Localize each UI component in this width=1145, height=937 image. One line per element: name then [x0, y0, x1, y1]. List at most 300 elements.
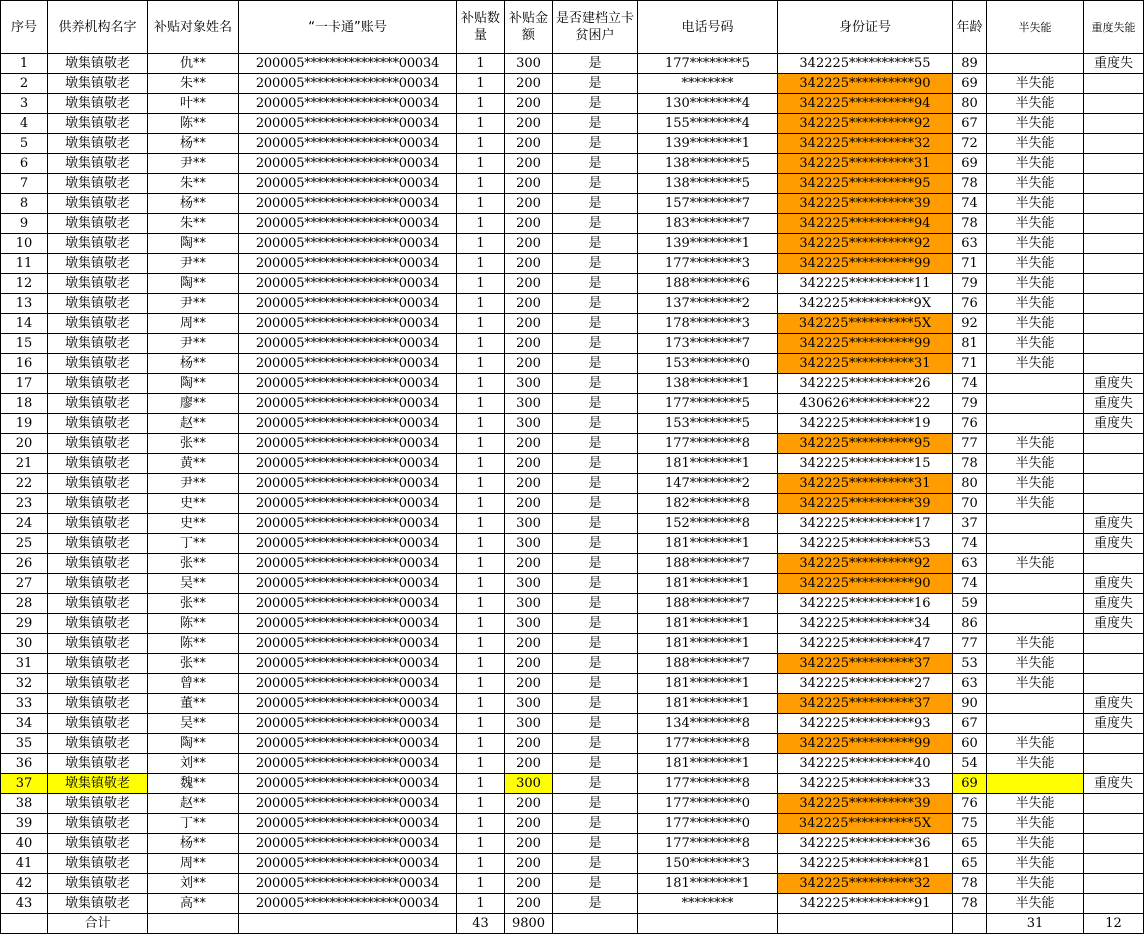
cell-age[interactable]: 77	[953, 634, 987, 654]
cell-poor[interactable]: 是	[553, 834, 638, 854]
cell-org[interactable]: 墩集镇敬老	[48, 394, 148, 414]
cell-account[interactable]: 200005***************00034	[239, 334, 457, 354]
cell-qty[interactable]: 1	[457, 314, 505, 334]
cell-severe[interactable]	[1084, 734, 1144, 754]
cell-seq[interactable]: 29	[1, 614, 48, 634]
cell-org[interactable]: 墩集镇敬老	[48, 134, 148, 154]
cell-account[interactable]: 200005***************00034	[239, 654, 457, 674]
cell-id-number[interactable]: 342225**********27	[778, 674, 953, 694]
cell-id-number[interactable]: 342225**********99	[778, 734, 953, 754]
cell-phone[interactable]: 139********1	[638, 234, 778, 254]
cell-seq[interactable]: 34	[1, 714, 48, 734]
cell-phone[interactable]: 177********5	[638, 54, 778, 74]
cell-poor[interactable]: 是	[553, 154, 638, 174]
cell-severe[interactable]: 重度失	[1084, 774, 1144, 794]
cell-severe[interactable]: 重度失	[1084, 694, 1144, 714]
cell-account[interactable]: 200005***************00034	[239, 554, 457, 574]
cell-seq[interactable]: 35	[1, 734, 48, 754]
cell-age[interactable]: 74	[953, 194, 987, 214]
cell-qty[interactable]: 1	[457, 354, 505, 374]
header-org[interactable]: 供养机构名字	[48, 1, 148, 54]
cell-semi[interactable]: 半失能	[987, 654, 1084, 674]
cell-poor[interactable]: 是	[553, 454, 638, 474]
cell-name[interactable]: 史**	[148, 514, 239, 534]
cell-qty[interactable]: 1	[457, 634, 505, 654]
cell-qty[interactable]: 1	[457, 734, 505, 754]
cell-phone[interactable]: 138********1	[638, 374, 778, 394]
cell-id-number[interactable]: 342225**********37	[778, 694, 953, 714]
cell-phone[interactable]: 134********8	[638, 714, 778, 734]
cell-qty[interactable]: 1	[457, 434, 505, 454]
cell-poor[interactable]: 是	[553, 214, 638, 234]
cell-account[interactable]: 200005***************00034	[239, 374, 457, 394]
cell-poor[interactable]: 是	[553, 474, 638, 494]
cell-poor[interactable]: 是	[553, 774, 638, 794]
cell-seq[interactable]: 6	[1, 154, 48, 174]
cell-amount[interactable]: 300	[505, 614, 553, 634]
cell-poor[interactable]: 是	[553, 734, 638, 754]
cell-poor[interactable]: 是	[553, 514, 638, 534]
cell-amount[interactable]: 200	[505, 634, 553, 654]
cell-semi[interactable]: 半失能	[987, 554, 1084, 574]
cell-phone[interactable]: 177********3	[638, 254, 778, 274]
cell-account[interactable]: 200005***************00034	[239, 434, 457, 454]
cell-account[interactable]: 200005***************00034	[239, 794, 457, 814]
cell-age[interactable]: 74	[953, 374, 987, 394]
cell-semi[interactable]	[987, 514, 1084, 534]
cell-id-number[interactable]: 342225**********81	[778, 854, 953, 874]
cell-amount[interactable]: 200	[505, 74, 553, 94]
cell-account[interactable]: 200005***************00034	[239, 154, 457, 174]
cell-severe[interactable]	[1084, 874, 1144, 894]
cell-phone[interactable]: 139********1	[638, 134, 778, 154]
cell-account[interactable]: 200005***************00034	[239, 214, 457, 234]
cell-seq[interactable]: 25	[1, 534, 48, 554]
cell-name[interactable]: 刘**	[148, 874, 239, 894]
cell-severe[interactable]: 重度失	[1084, 374, 1144, 394]
cell-org[interactable]: 墩集镇敬老	[48, 274, 148, 294]
cell-seq[interactable]: 24	[1, 514, 48, 534]
cell-account[interactable]: 200005***************00034	[239, 834, 457, 854]
cell-severe[interactable]: 重度失	[1084, 714, 1144, 734]
cell-id-number[interactable]: 342225**********31	[778, 154, 953, 174]
cell-org[interactable]: 墩集镇敬老	[48, 834, 148, 854]
cell-poor[interactable]: 是	[553, 854, 638, 874]
cell-org[interactable]: 墩集镇敬老	[48, 214, 148, 234]
cell-severe[interactable]	[1084, 494, 1144, 514]
cell-poor[interactable]: 是	[553, 134, 638, 154]
cell-age[interactable]: 63	[953, 234, 987, 254]
cell-org[interactable]: 墩集镇敬老	[48, 534, 148, 554]
cell-id-number[interactable]: 342225**********32	[778, 874, 953, 894]
cell-age[interactable]: 71	[953, 254, 987, 274]
cell-semi[interactable]	[987, 694, 1084, 714]
cell-org[interactable]: 墩集镇敬老	[48, 874, 148, 894]
cell-seq[interactable]: 15	[1, 334, 48, 354]
cell-amount[interactable]: 200	[505, 334, 553, 354]
cell-account[interactable]: 200005***************00034	[239, 894, 457, 914]
cell-severe[interactable]	[1084, 814, 1144, 834]
cell-phone[interactable]: 152********8	[638, 514, 778, 534]
cell-age[interactable]: 60	[953, 734, 987, 754]
cell-name[interactable]: 张**	[148, 554, 239, 574]
cell-age[interactable]: 78	[953, 454, 987, 474]
total-empty-phone[interactable]	[638, 914, 778, 934]
cell-account[interactable]: 200005***************00034	[239, 574, 457, 594]
cell-age[interactable]: 77	[953, 434, 987, 454]
cell-account[interactable]: 200005***************00034	[239, 254, 457, 274]
cell-seq[interactable]: 36	[1, 754, 48, 774]
cell-seq[interactable]: 20	[1, 434, 48, 454]
cell-org[interactable]: 墩集镇敬老	[48, 254, 148, 274]
cell-amount[interactable]: 200	[505, 834, 553, 854]
cell-org[interactable]: 墩集镇敬老	[48, 674, 148, 694]
cell-semi[interactable]: 半失能	[987, 234, 1084, 254]
cell-qty[interactable]: 1	[457, 814, 505, 834]
cell-qty[interactable]: 1	[457, 854, 505, 874]
cell-semi[interactable]: 半失能	[987, 494, 1084, 514]
cell-amount[interactable]: 300	[505, 54, 553, 74]
cell-age[interactable]: 78	[953, 214, 987, 234]
cell-poor[interactable]: 是	[553, 234, 638, 254]
cell-phone[interactable]: 177********8	[638, 834, 778, 854]
cell-semi[interactable]: 半失能	[987, 674, 1084, 694]
cell-account[interactable]: 200005***************00034	[239, 754, 457, 774]
cell-phone[interactable]: 177********0	[638, 814, 778, 834]
cell-qty[interactable]: 1	[457, 654, 505, 674]
cell-age[interactable]: 79	[953, 394, 987, 414]
cell-phone[interactable]: 181********1	[638, 614, 778, 634]
cell-semi[interactable]	[987, 534, 1084, 554]
header-account[interactable]: “一卡通”账号	[239, 1, 457, 54]
cell-amount[interactable]: 200	[505, 254, 553, 274]
cell-org[interactable]: 墩集镇敬老	[48, 474, 148, 494]
cell-amount[interactable]: 200	[505, 134, 553, 154]
cell-name[interactable]: 吴**	[148, 574, 239, 594]
cell-semi[interactable]: 半失能	[987, 114, 1084, 134]
cell-seq[interactable]: 42	[1, 874, 48, 894]
cell-phone[interactable]: ********	[638, 74, 778, 94]
cell-severe[interactable]	[1084, 474, 1144, 494]
cell-seq[interactable]: 7	[1, 174, 48, 194]
cell-amount[interactable]: 300	[505, 594, 553, 614]
header-seq[interactable]: 序号	[1, 1, 48, 54]
cell-id-number[interactable]: 342225**********5X	[778, 314, 953, 334]
cell-name[interactable]: 刘**	[148, 754, 239, 774]
cell-phone[interactable]: 177********5	[638, 394, 778, 414]
header-qty[interactable]: 补贴数量	[457, 1, 505, 54]
cell-seq[interactable]: 43	[1, 894, 48, 914]
cell-qty[interactable]: 1	[457, 494, 505, 514]
cell-age[interactable]: 69	[953, 154, 987, 174]
cell-semi[interactable]	[987, 414, 1084, 434]
cell-semi[interactable]	[987, 774, 1084, 794]
cell-org[interactable]: 墩集镇敬老	[48, 774, 148, 794]
cell-seq[interactable]: 30	[1, 634, 48, 654]
cell-semi[interactable]: 半失能	[987, 134, 1084, 154]
cell-age[interactable]: 75	[953, 814, 987, 834]
cell-amount[interactable]: 200	[505, 794, 553, 814]
cell-seq[interactable]: 18	[1, 394, 48, 414]
cell-name[interactable]: 丁**	[148, 814, 239, 834]
cell-age[interactable]: 86	[953, 614, 987, 634]
cell-poor[interactable]: 是	[553, 814, 638, 834]
header-name[interactable]: 补贴对象姓名	[148, 1, 239, 54]
header-phone[interactable]: 电话号码	[638, 1, 778, 54]
cell-account[interactable]: 200005***************00034	[239, 274, 457, 294]
cell-poor[interactable]: 是	[553, 634, 638, 654]
cell-id-number[interactable]: 342225**********95	[778, 434, 953, 454]
cell-qty[interactable]: 1	[457, 574, 505, 594]
cell-amount[interactable]: 300	[505, 774, 553, 794]
cell-semi[interactable]: 半失能	[987, 74, 1084, 94]
cell-age[interactable]: 69	[953, 774, 987, 794]
cell-poor[interactable]: 是	[553, 574, 638, 594]
total-empty-name[interactable]	[148, 914, 239, 934]
cell-amount[interactable]: 200	[505, 474, 553, 494]
cell-name[interactable]: 尹**	[148, 154, 239, 174]
cell-age[interactable]: 65	[953, 854, 987, 874]
cell-name[interactable]: 陶**	[148, 234, 239, 254]
cell-seq[interactable]: 3	[1, 94, 48, 114]
cell-semi[interactable]	[987, 574, 1084, 594]
cell-account[interactable]: 200005***************00034	[239, 134, 457, 154]
cell-severe[interactable]	[1084, 74, 1144, 94]
cell-severe[interactable]	[1084, 674, 1144, 694]
cell-id-number[interactable]: 342225**********39	[778, 494, 953, 514]
cell-severe[interactable]: 重度失	[1084, 54, 1144, 74]
cell-id-number[interactable]: 342225**********95	[778, 174, 953, 194]
cell-amount[interactable]: 300	[505, 414, 553, 434]
cell-id-number[interactable]: 342225**********94	[778, 214, 953, 234]
cell-semi[interactable]: 半失能	[987, 634, 1084, 654]
cell-org[interactable]: 墩集镇敬老	[48, 734, 148, 754]
cell-phone[interactable]: 177********8	[638, 734, 778, 754]
cell-age[interactable]: 53	[953, 654, 987, 674]
cell-severe[interactable]	[1084, 294, 1144, 314]
cell-amount[interactable]: 200	[505, 654, 553, 674]
cell-phone[interactable]: 150********3	[638, 854, 778, 874]
cell-name[interactable]: 杨**	[148, 354, 239, 374]
cell-severe[interactable]	[1084, 854, 1144, 874]
cell-severe[interactable]: 重度失	[1084, 594, 1144, 614]
cell-phone[interactable]: 188********7	[638, 554, 778, 574]
cell-poor[interactable]: 是	[553, 694, 638, 714]
cell-phone[interactable]: 177********8	[638, 434, 778, 454]
cell-account[interactable]: 200005***************00034	[239, 514, 457, 534]
cell-id-number[interactable]: 342225**********34	[778, 614, 953, 634]
cell-account[interactable]: 200005***************00034	[239, 534, 457, 554]
cell-poor[interactable]: 是	[553, 374, 638, 394]
cell-id-number[interactable]: 342225**********47	[778, 634, 953, 654]
cell-qty[interactable]: 1	[457, 754, 505, 774]
cell-qty[interactable]: 1	[457, 614, 505, 634]
cell-id-number[interactable]: 342225**********33	[778, 774, 953, 794]
cell-name[interactable]: 高**	[148, 894, 239, 914]
cell-account[interactable]: 200005***************00034	[239, 174, 457, 194]
cell-phone[interactable]: 153********5	[638, 414, 778, 434]
cell-amount[interactable]: 200	[505, 194, 553, 214]
cell-org[interactable]: 墩集镇敬老	[48, 454, 148, 474]
cell-name[interactable]: 赵**	[148, 794, 239, 814]
cell-age[interactable]: 90	[953, 694, 987, 714]
cell-qty[interactable]: 1	[457, 874, 505, 894]
cell-severe[interactable]	[1084, 554, 1144, 574]
cell-seq[interactable]: 5	[1, 134, 48, 154]
cell-qty[interactable]: 1	[457, 554, 505, 574]
header-age[interactable]: 年龄	[953, 1, 987, 54]
cell-age[interactable]: 76	[953, 794, 987, 814]
cell-amount[interactable]: 200	[505, 454, 553, 474]
cell-poor[interactable]: 是	[553, 754, 638, 774]
cell-qty[interactable]: 1	[457, 394, 505, 414]
cell-name[interactable]: 尹**	[148, 294, 239, 314]
header-id-number[interactable]: 身份证号	[778, 1, 953, 54]
cell-severe[interactable]	[1084, 274, 1144, 294]
cell-age[interactable]: 74	[953, 534, 987, 554]
cell-poor[interactable]: 是	[553, 594, 638, 614]
cell-severe[interactable]	[1084, 114, 1144, 134]
cell-account[interactable]: 200005***************00034	[239, 54, 457, 74]
cell-id-number[interactable]: 342225**********37	[778, 654, 953, 674]
cell-severe[interactable]: 重度失	[1084, 534, 1144, 554]
cell-name[interactable]: 陶**	[148, 274, 239, 294]
total-severe-count[interactable]: 12	[1084, 914, 1144, 934]
cell-poor[interactable]: 是	[553, 314, 638, 334]
cell-org[interactable]: 墩集镇敬老	[48, 414, 148, 434]
cell-phone[interactable]: 155********4	[638, 114, 778, 134]
cell-phone[interactable]: 181********1	[638, 534, 778, 554]
header-poor[interactable]: 是否建档立卡贫困户	[553, 1, 638, 54]
cell-name[interactable]: 张**	[148, 654, 239, 674]
cell-id-number[interactable]: 342225**********31	[778, 474, 953, 494]
cell-name[interactable]: 朱**	[148, 74, 239, 94]
cell-semi[interactable]: 半失能	[987, 454, 1084, 474]
cell-qty[interactable]: 1	[457, 94, 505, 114]
cell-qty[interactable]: 1	[457, 234, 505, 254]
cell-semi[interactable]	[987, 594, 1084, 614]
cell-id-number[interactable]: 342225**********16	[778, 594, 953, 614]
cell-name[interactable]: 周**	[148, 854, 239, 874]
cell-poor[interactable]: 是	[553, 294, 638, 314]
header-severe[interactable]: 重度失能	[1084, 1, 1144, 54]
cell-age[interactable]: 79	[953, 274, 987, 294]
cell-severe[interactable]: 重度失	[1084, 414, 1144, 434]
cell-org[interactable]: 墩集镇敬老	[48, 234, 148, 254]
cell-semi[interactable]: 半失能	[987, 94, 1084, 114]
cell-amount[interactable]: 200	[505, 874, 553, 894]
total-empty-age[interactable]	[953, 914, 987, 934]
cell-id-number[interactable]: 342225**********53	[778, 534, 953, 554]
cell-seq[interactable]: 17	[1, 374, 48, 394]
cell-age[interactable]: 37	[953, 514, 987, 534]
cell-org[interactable]: 墩集镇敬老	[48, 814, 148, 834]
cell-seq[interactable]: 19	[1, 414, 48, 434]
cell-name[interactable]: 朱**	[148, 174, 239, 194]
header-semi[interactable]: 半失能	[987, 1, 1084, 54]
cell-name[interactable]: 杨**	[148, 134, 239, 154]
cell-qty[interactable]: 1	[457, 214, 505, 234]
cell-seq[interactable]: 22	[1, 474, 48, 494]
cell-semi[interactable]: 半失能	[987, 754, 1084, 774]
cell-seq[interactable]: 12	[1, 274, 48, 294]
cell-account[interactable]: 200005***************00034	[239, 734, 457, 754]
total-empty-id[interactable]	[778, 914, 953, 934]
cell-poor[interactable]: 是	[553, 654, 638, 674]
cell-semi[interactable]: 半失能	[987, 474, 1084, 494]
cell-org[interactable]: 墩集镇敬老	[48, 494, 148, 514]
cell-seq[interactable]: 13	[1, 294, 48, 314]
cell-id-number[interactable]: 342225**********92	[778, 234, 953, 254]
cell-poor[interactable]: 是	[553, 334, 638, 354]
cell-age[interactable]: 65	[953, 834, 987, 854]
cell-age[interactable]: 74	[953, 574, 987, 594]
cell-seq[interactable]: 31	[1, 654, 48, 674]
cell-name[interactable]: 陶**	[148, 734, 239, 754]
cell-semi[interactable]: 半失能	[987, 354, 1084, 374]
cell-amount[interactable]: 300	[505, 394, 553, 414]
cell-name[interactable]: 尹**	[148, 254, 239, 274]
cell-name[interactable]: 黄**	[148, 454, 239, 474]
cell-severe[interactable]: 重度失	[1084, 394, 1144, 414]
cell-poor[interactable]: 是	[553, 414, 638, 434]
cell-semi[interactable]	[987, 394, 1084, 414]
cell-phone[interactable]: 183********7	[638, 214, 778, 234]
cell-org[interactable]: 墩集镇敬老	[48, 54, 148, 74]
cell-poor[interactable]: 是	[553, 874, 638, 894]
total-qty[interactable]: 43	[457, 914, 505, 934]
cell-org[interactable]: 墩集镇敬老	[48, 794, 148, 814]
cell-account[interactable]: 200005***************00034	[239, 634, 457, 654]
cell-amount[interactable]: 200	[505, 494, 553, 514]
cell-seq[interactable]: 41	[1, 854, 48, 874]
cell-age[interactable]: 63	[953, 674, 987, 694]
cell-semi[interactable]	[987, 54, 1084, 74]
total-empty-seq[interactable]	[1, 914, 48, 934]
cell-amount[interactable]: 200	[505, 354, 553, 374]
cell-poor[interactable]: 是	[553, 94, 638, 114]
cell-amount[interactable]: 300	[505, 534, 553, 554]
cell-phone[interactable]: 181********1	[638, 454, 778, 474]
cell-qty[interactable]: 1	[457, 794, 505, 814]
cell-org[interactable]: 墩集镇敬老	[48, 174, 148, 194]
cell-qty[interactable]: 1	[457, 74, 505, 94]
cell-name[interactable]: 赵**	[148, 414, 239, 434]
cell-account[interactable]: 200005***************00034	[239, 354, 457, 374]
cell-id-number[interactable]: 342225**********36	[778, 834, 953, 854]
cell-seq[interactable]: 4	[1, 114, 48, 134]
cell-age[interactable]: 54	[953, 754, 987, 774]
cell-severe[interactable]	[1084, 94, 1144, 114]
cell-amount[interactable]: 200	[505, 154, 553, 174]
cell-severe[interactable]	[1084, 154, 1144, 174]
cell-qty[interactable]: 1	[457, 114, 505, 134]
cell-name[interactable]: 朱**	[148, 214, 239, 234]
cell-severe[interactable]: 重度失	[1084, 574, 1144, 594]
cell-severe[interactable]: 重度失	[1084, 514, 1144, 534]
cell-seq[interactable]: 10	[1, 234, 48, 254]
cell-age[interactable]: 78	[953, 894, 987, 914]
cell-amount[interactable]: 200	[505, 294, 553, 314]
cell-semi[interactable]: 半失能	[987, 174, 1084, 194]
cell-name[interactable]: 丁**	[148, 534, 239, 554]
cell-seq[interactable]: 32	[1, 674, 48, 694]
cell-age[interactable]: 67	[953, 114, 987, 134]
cell-seq[interactable]: 16	[1, 354, 48, 374]
cell-age[interactable]: 92	[953, 314, 987, 334]
cell-age[interactable]: 89	[953, 54, 987, 74]
cell-severe[interactable]	[1084, 194, 1144, 214]
